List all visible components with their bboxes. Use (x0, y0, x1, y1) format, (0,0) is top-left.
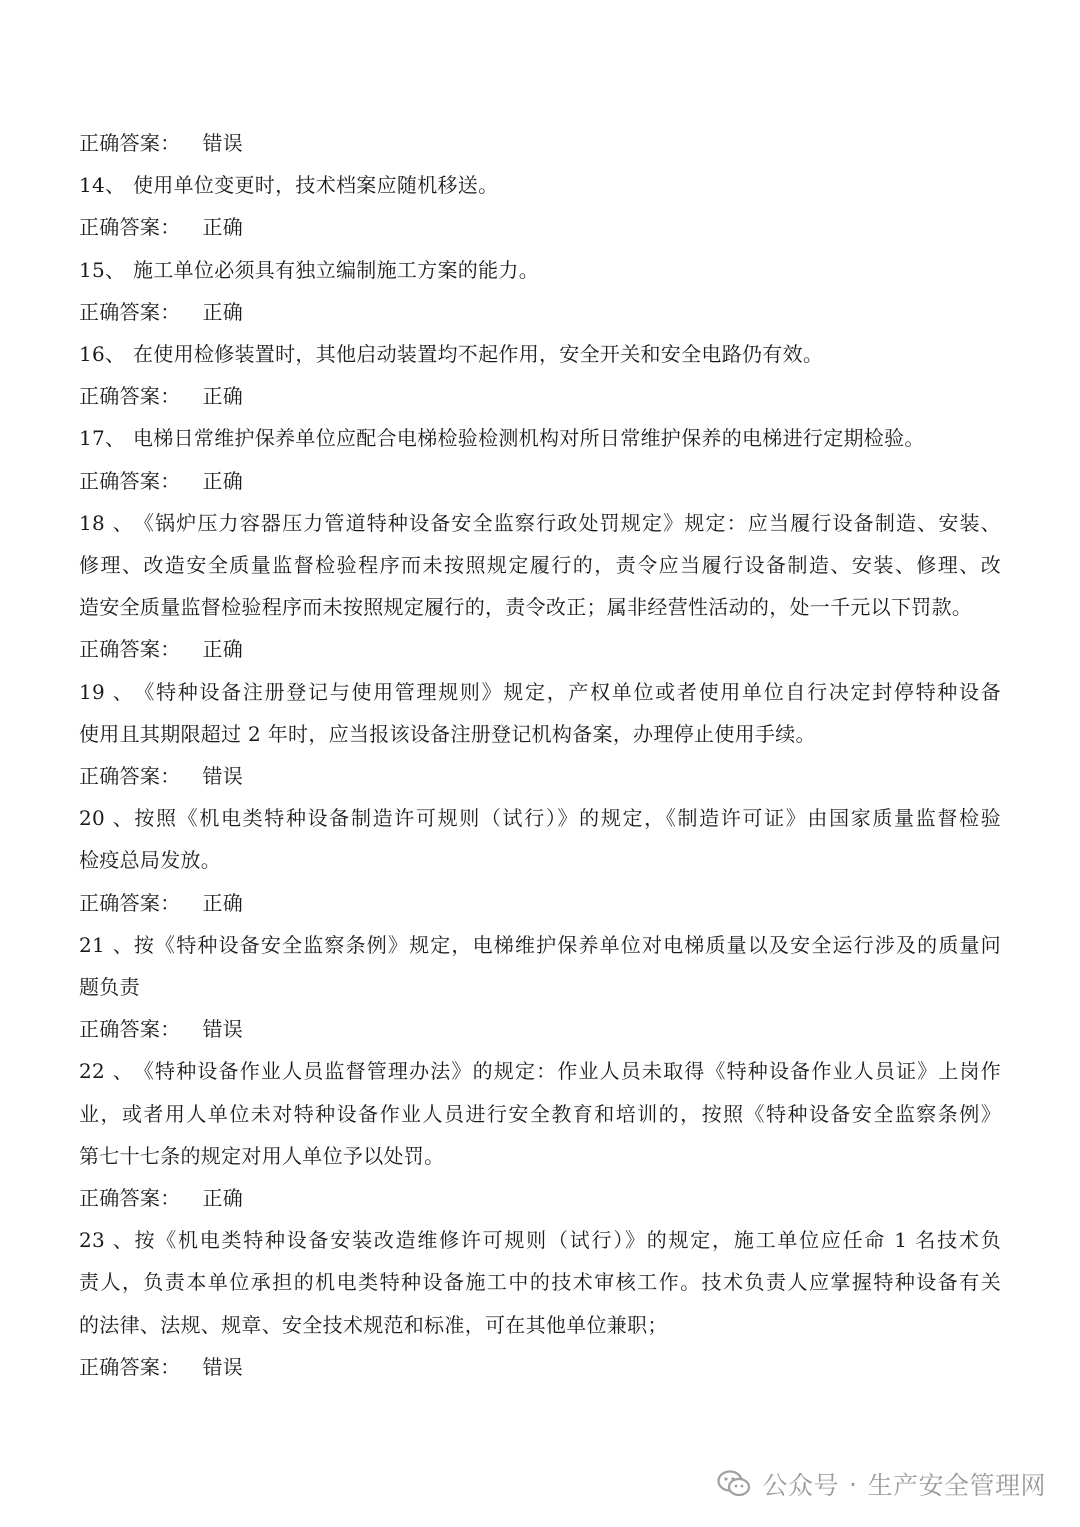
question-line (79, 258, 539, 282)
answer-line (79, 637, 243, 661)
answer-label: 正确答案： (79, 1354, 181, 1379)
question-number: 21、 (79, 932, 133, 957)
question-line (79, 680, 1001, 704)
question-number: 17、 (79, 426, 126, 451)
watermark (717, 1466, 1046, 1502)
answer-value: 错误 (202, 1017, 244, 1042)
answer-label: 正确答案： (79, 1017, 181, 1042)
question-text: 施工单位必须具有独立编制施工方案的能力。 (133, 257, 539, 282)
question-line (79, 1228, 1001, 1252)
answer-line (79, 131, 243, 155)
question-text: 电梯日常维护保养单位应配合电梯检验检测机构对所日常维护保养的电梯进行定期检验。 (133, 426, 925, 451)
answer-label: 正确答案： (79, 468, 181, 493)
answer-line (79, 1186, 243, 1210)
answer-label: 正确答案： (79, 384, 181, 409)
watermark-name: 生产安全管理网 (867, 1471, 1046, 1500)
wechat-icon (717, 1469, 751, 1499)
question-text: 《锅炉压力容器压力管道特种设备安全监察行政处罚规定》规定：应当履行设备制造、安装、 (133, 510, 1001, 535)
answer-line (79, 300, 243, 324)
question-line (79, 1059, 1001, 1083)
question-text: 按《机电类特种设备安装改造维修许可规则（试行）》的规定，施工单位应任命 1 名技术负 (133, 1228, 1001, 1253)
question-text: 造安全质量监督检验程序而未按照规定履行的，责令改正；属非经营性活动的，处一千元以下罚款。 (79, 595, 973, 620)
answer-value: 正确 (202, 468, 244, 493)
answer-line (79, 384, 243, 408)
answer-value: 正确 (202, 384, 244, 409)
answer-value: 错误 (202, 764, 244, 788)
question-line (79, 342, 823, 366)
question-number: 20、 (79, 806, 133, 831)
question-number: 16、 (79, 342, 126, 366)
question-text: 修理、改造安全质量监督检验程序而未按照规定履行的，责令应当履行设备制造、安装、修理、改 (79, 553, 1001, 577)
question-text: 检疫总局发放。 (79, 848, 222, 873)
question-text: 第七十七条的规定对用人单位予以处罚。 (79, 1143, 445, 1168)
answer-value: 正确 (202, 215, 244, 240)
answer-label: 正确答案： (79, 1186, 181, 1210)
question-text: 使用单位变更时，技术档案应随机移送。 (133, 173, 499, 198)
answer-label: 正确答案： (79, 637, 181, 662)
question-number: 19、 (79, 679, 133, 704)
answer-value: 正确 (202, 637, 244, 662)
question-text: 题负责 (79, 975, 140, 999)
question-text: 《特种设备注册登记与使用管理规则》规定，产权单位或者使用单位自行决定封停特种设备 (133, 679, 1001, 704)
question-text: 按《特种设备安全监察条例》规定，电梯维护保养单位对电梯质量以及安全运行涉及的质量问 (133, 932, 1001, 957)
question-text: 业，或者用人单位未对特种设备作业人员进行安全教育和培训的，按照《特种设备安全监察条例》 (79, 1101, 1001, 1126)
question-line (79, 848, 221, 872)
question-number: 15、 (79, 257, 126, 282)
question-line (79, 595, 972, 619)
question-number: 14、 (79, 173, 126, 198)
answer-label: 正确答案： (79, 764, 181, 788)
question-line (79, 933, 1001, 957)
question-line (79, 975, 140, 999)
question-line (79, 553, 1001, 577)
question-line (79, 426, 925, 450)
answer-label: 正确答案： (79, 890, 181, 915)
question-line (79, 173, 498, 197)
question-text: 《特种设备作业人员监督管理办法》的规定：作业人员未取得《特种设备作业人员证》上岗作 (133, 1059, 1001, 1084)
answer-value: 错误 (202, 131, 244, 155)
answer-line (79, 215, 243, 239)
answer-value: 正确 (202, 299, 244, 324)
answer-value: 错误 (202, 1354, 244, 1379)
question-text: 的法律、法规、规章、安全技术规范和标准，可在其他单位兼职； (79, 1312, 668, 1337)
question-line (79, 1144, 444, 1168)
question-line (79, 1313, 668, 1337)
question-line (79, 511, 1001, 535)
answer-label: 正确答案： (79, 131, 181, 155)
question-number: 22、 (79, 1059, 133, 1084)
answer-line (79, 764, 243, 788)
question-text: 按照《机电类特种设备制造许可规则（试行）》的规定，《制造许可证》由国家质量监督检验 (133, 806, 1001, 831)
question-number: 18、 (79, 510, 133, 535)
answer-line (79, 891, 243, 915)
question-text: 责人，负责本单位承担的机电类特种设备施工中的技术审核工作。技术负责人应掌握特种设备有关 (79, 1270, 1001, 1295)
question-line (79, 806, 1001, 830)
question-text: 使用且其期限超过 2 年时，应当报该设备注册登记机构备案，办理停止使用手续。 (79, 721, 816, 746)
answer-label: 正确答案： (79, 299, 181, 324)
question-line (79, 722, 816, 746)
answer-line (79, 469, 243, 493)
question-line (79, 1270, 1001, 1294)
answer-value: 正确 (202, 1186, 244, 1210)
answer-label: 正确答案： (79, 215, 181, 240)
question-number: 23、 (79, 1228, 133, 1253)
answer-line (79, 1355, 243, 1379)
question-line (79, 1102, 1001, 1126)
question-text: 在使用检修装置时，其他启动装置均不起作用，安全开关和安全电路仍有效。 (133, 342, 824, 366)
watermark-separator: · (849, 1469, 858, 1499)
answer-value: 正确 (202, 890, 244, 915)
answer-line (79, 1017, 243, 1041)
watermark-prefix: 公众号 (762, 1471, 840, 1500)
